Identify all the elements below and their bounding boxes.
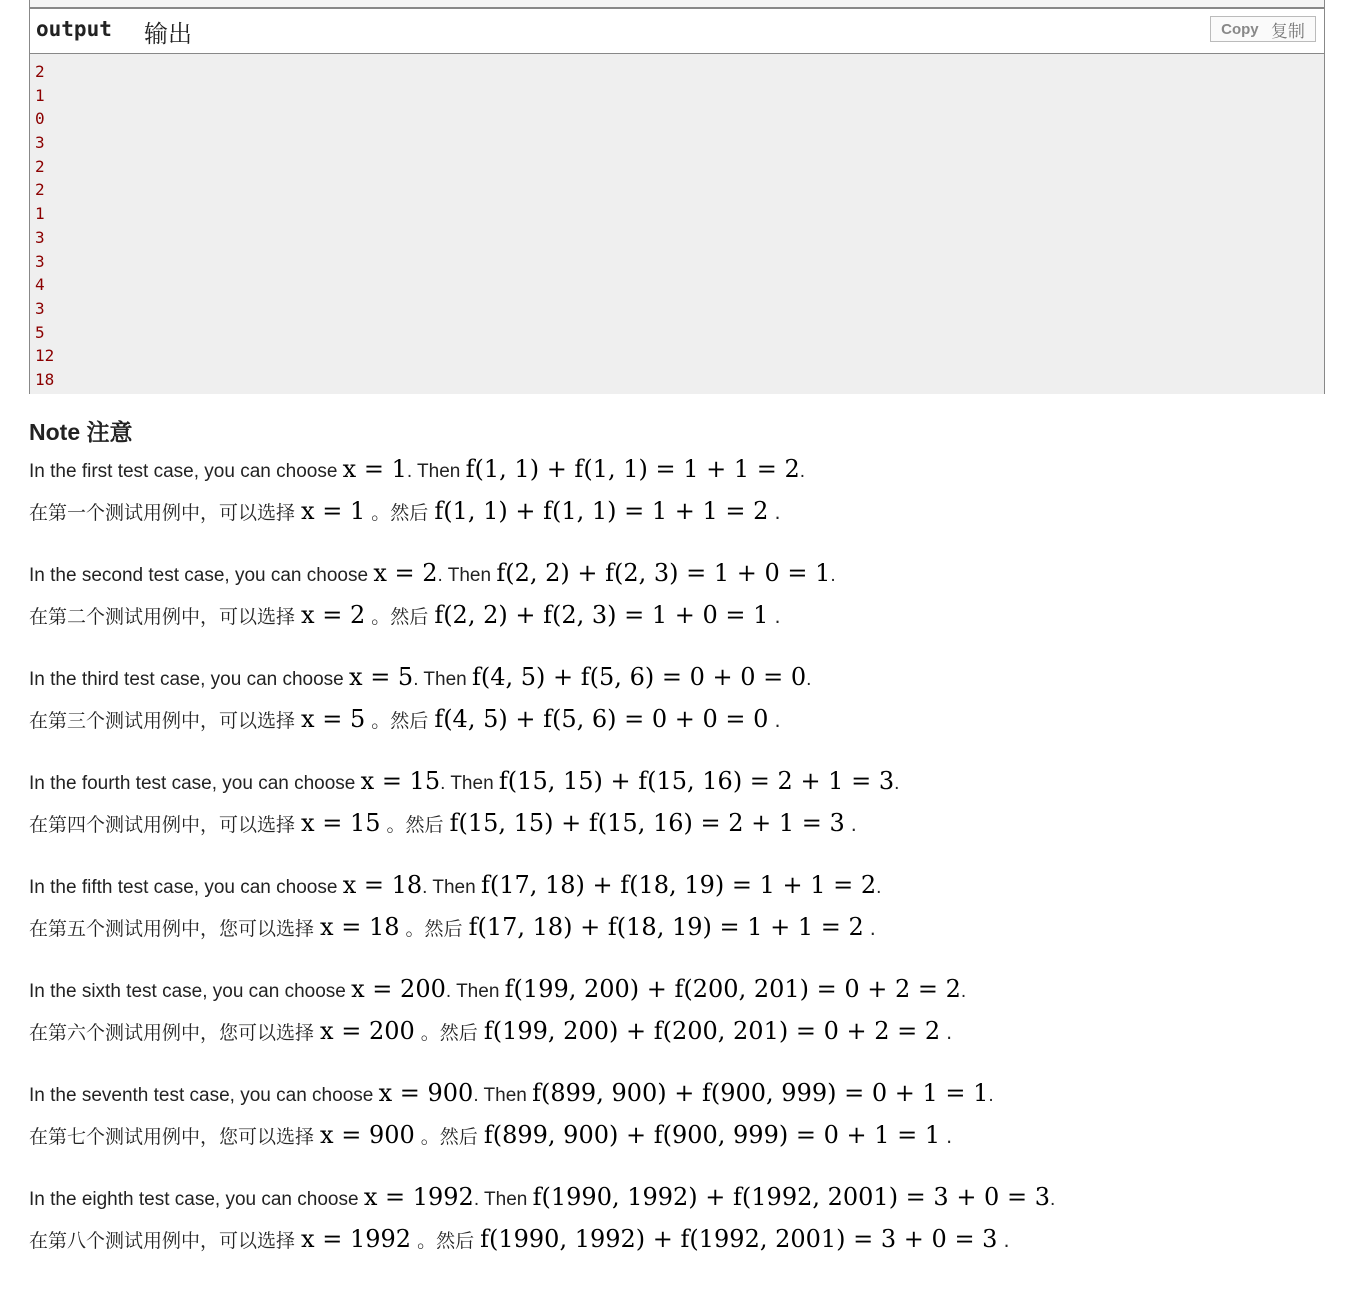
note-text: . Then <box>406 461 466 482</box>
output-line: 2 <box>35 62 45 81</box>
note-line-en <box>29 968 1329 1010</box>
note-text: In the sixth test case, you can choose <box>29 981 352 1002</box>
note-text: In the eighth test case, you can choose <box>29 1189 364 1210</box>
note-line-cn <box>29 1218 1329 1260</box>
output-line: 1 <box>35 204 45 224</box>
note-text: . <box>940 1126 953 1148</box>
math-expression: f(4, 5) + f(5, 6) = 0 + 0 = 0 <box>472 663 807 691</box>
note-text: . <box>988 1085 994 1106</box>
note-title: Note 注意 <box>29 419 133 445</box>
copy-button-label: Copy <box>1221 20 1259 38</box>
note-paragraph <box>29 864 1329 968</box>
math-expression: f(2, 2) + f(2, 3) = 1 + 0 = 1 <box>496 559 831 587</box>
math-expression: f(17, 18) + f(18, 19) = 1 + 1 = 2 <box>468 913 864 941</box>
note-paragraph <box>29 1176 1329 1280</box>
note-text: In the third test case, you can choose <box>29 669 350 690</box>
output-line: 1 <box>35 85 45 105</box>
output-panel <box>29 8 1325 394</box>
note-text: . <box>844 814 857 836</box>
math-expression: f(4, 5) + f(5, 6) = 0 + 0 = 0 <box>434 705 769 733</box>
math-expression: f(899, 900) + f(900, 999) = 0 + 1 = 1 <box>532 1079 989 1107</box>
note-text: . Then <box>473 1085 533 1106</box>
note-paragraph <box>29 760 1329 864</box>
math-expression: f(1, 1) + f(1, 1) = 1 + 1 = 2 <box>434 497 769 525</box>
note-line-en <box>29 656 1329 698</box>
note-text: 在第三个测试用例中，可以选择 <box>29 710 302 732</box>
note-text: 在第一个测试用例中，可以选择 <box>29 502 302 524</box>
note-text: . Then <box>437 565 497 586</box>
note-text: . <box>997 1230 1010 1252</box>
output-title: output <box>36 17 112 41</box>
note-text: . <box>960 981 967 1002</box>
math-expression: x = 1 <box>301 497 366 525</box>
math-expression: f(1990, 1992) + f(1992, 2001) = 3 + 0 = 3 <box>480 1225 998 1253</box>
math-expression: x = 1 <box>342 455 407 483</box>
note-text: 在第五个测试用例中，您可以选择 <box>29 918 321 940</box>
note-paragraph <box>29 656 1329 760</box>
note-paragraph <box>29 968 1329 1072</box>
note-line-cn <box>29 906 1329 948</box>
output-content[interactable] <box>30 54 1324 394</box>
output-line: 3 <box>35 133 45 153</box>
note-paragraph <box>29 1072 1329 1176</box>
note-text: In the fourth test case, you can choose <box>29 773 361 794</box>
math-expression: f(15, 15) + f(15, 16) = 2 + 1 = 3 <box>449 809 845 837</box>
output-line: 3 <box>35 298 45 318</box>
output-line: 12 <box>35 346 55 366</box>
note-text: . Then <box>440 773 499 794</box>
note-text: 在第七个测试用例中，您可以选择 <box>29 1126 321 1148</box>
previous-block-edge <box>29 0 1325 8</box>
math-expression: x = 15 <box>360 767 441 795</box>
math-expression: x = 2 <box>373 559 438 587</box>
math-expression: f(199, 200) + f(200, 201) = 0 + 2 = 2 <box>504 975 961 1003</box>
note-text: 在第二个测试用例中，可以选择 <box>29 606 302 628</box>
output-line: 4 <box>35 275 45 295</box>
math-expression: x = 1992 <box>363 1183 474 1211</box>
math-expression: x = 900 <box>378 1079 474 1107</box>
math-expression: x = 18 <box>342 871 423 899</box>
output-line: 5 <box>35 322 45 342</box>
output-line: 3 <box>35 227 45 247</box>
note-text: . Then <box>473 1189 533 1210</box>
note-paragraph <box>29 448 1329 552</box>
math-expression: x = 2 <box>301 601 366 629</box>
note-text: . <box>894 773 900 794</box>
note-section <box>29 414 1329 1280</box>
note-text: 。然后 <box>411 1230 481 1252</box>
note-text: . Then <box>445 981 505 1002</box>
math-expression: f(199, 200) + f(200, 201) = 0 + 2 = 2 <box>483 1017 941 1045</box>
math-expression: x = 1992 <box>301 1225 412 1253</box>
output-title-cn: 输出 <box>144 20 192 48</box>
note-text: . <box>830 565 836 586</box>
note-text: 。然后 <box>414 1126 484 1148</box>
note-text: In the seventh test case, you can choose <box>29 1085 379 1106</box>
note-text: . Then <box>413 669 473 690</box>
output-line: 0 <box>35 109 45 129</box>
math-expression: f(1, 1) + f(1, 1) = 1 + 1 = 2 <box>465 455 800 483</box>
note-paragraph <box>29 552 1329 656</box>
math-expression: x = 200 <box>351 975 446 1003</box>
math-expression: f(17, 18) + f(18, 19) = 1 + 1 = 2 <box>480 871 877 899</box>
note-line-en <box>29 760 1329 802</box>
note-text: 。然后 <box>399 918 469 940</box>
note-line-cn <box>29 1010 1329 1052</box>
note-paragraphs <box>29 448 1329 1280</box>
note-line-cn <box>29 490 1329 532</box>
note-line-en <box>29 1072 1329 1114</box>
math-expression: f(2, 2) + f(2, 3) = 1 + 0 = 1 <box>434 601 769 629</box>
note-line-cn <box>29 594 1329 636</box>
note-line-cn <box>29 802 1329 844</box>
math-expression: f(1990, 1992) + f(1992, 2001) = 3 + 0 = 3 <box>532 1183 1050 1211</box>
note-text: 。然后 <box>365 606 435 628</box>
output-header <box>30 9 1324 54</box>
note-text: . <box>768 502 781 524</box>
note-text: . <box>799 461 806 482</box>
math-expression: x = 5 <box>349 663 414 691</box>
copy-button[interactable] <box>1210 16 1316 42</box>
note-text: In the fifth test case, you can choose <box>29 877 343 898</box>
note-text: . <box>940 1022 953 1044</box>
note-text: 在第八个测试用例中，可以选择 <box>29 1230 302 1252</box>
note-text: 。然后 <box>380 814 450 836</box>
math-expression: x = 5 <box>301 705 366 733</box>
math-expression: f(15, 15) + f(15, 16) = 2 + 1 = 3 <box>498 767 895 795</box>
math-expression: x = 900 <box>320 1121 415 1149</box>
output-line: 2 <box>35 156 45 176</box>
math-expression: f(899, 900) + f(900, 999) = 0 + 1 = 1 <box>483 1121 941 1149</box>
note-line-cn <box>29 1114 1329 1156</box>
note-text: . <box>768 710 781 732</box>
math-expression: x = 15 <box>301 809 381 837</box>
output-line: 2 <box>35 180 45 200</box>
note-text: 。然后 <box>365 502 435 524</box>
note-line-en <box>29 448 1329 490</box>
note-text: 在第四个测试用例中，可以选择 <box>29 814 302 836</box>
note-text: 。然后 <box>414 1022 484 1044</box>
note-text: 。然后 <box>365 710 435 732</box>
note-line-cn <box>29 698 1329 740</box>
note-text: . Then <box>422 877 481 898</box>
math-expression: x = 18 <box>320 913 400 941</box>
note-text: In the first test case, you can choose <box>29 461 343 482</box>
note-line-en <box>29 864 1329 906</box>
note-text: . <box>768 606 781 628</box>
note-text: 在第六个测试用例中，您可以选择 <box>29 1022 321 1044</box>
math-expression: x = 200 <box>320 1017 415 1045</box>
note-text: . <box>806 669 812 690</box>
note-line-en <box>29 1176 1329 1218</box>
output-line: 18 <box>35 369 55 389</box>
note-line-en <box>29 552 1329 594</box>
note-text: . <box>863 918 876 940</box>
note-text: . <box>876 877 882 898</box>
output-line: 3 <box>35 251 45 271</box>
note-text: In the second test case, you can choose <box>29 565 374 586</box>
copy-button-label-cn: 复制 <box>1270 21 1305 42</box>
note-text: . <box>1049 1189 1056 1210</box>
